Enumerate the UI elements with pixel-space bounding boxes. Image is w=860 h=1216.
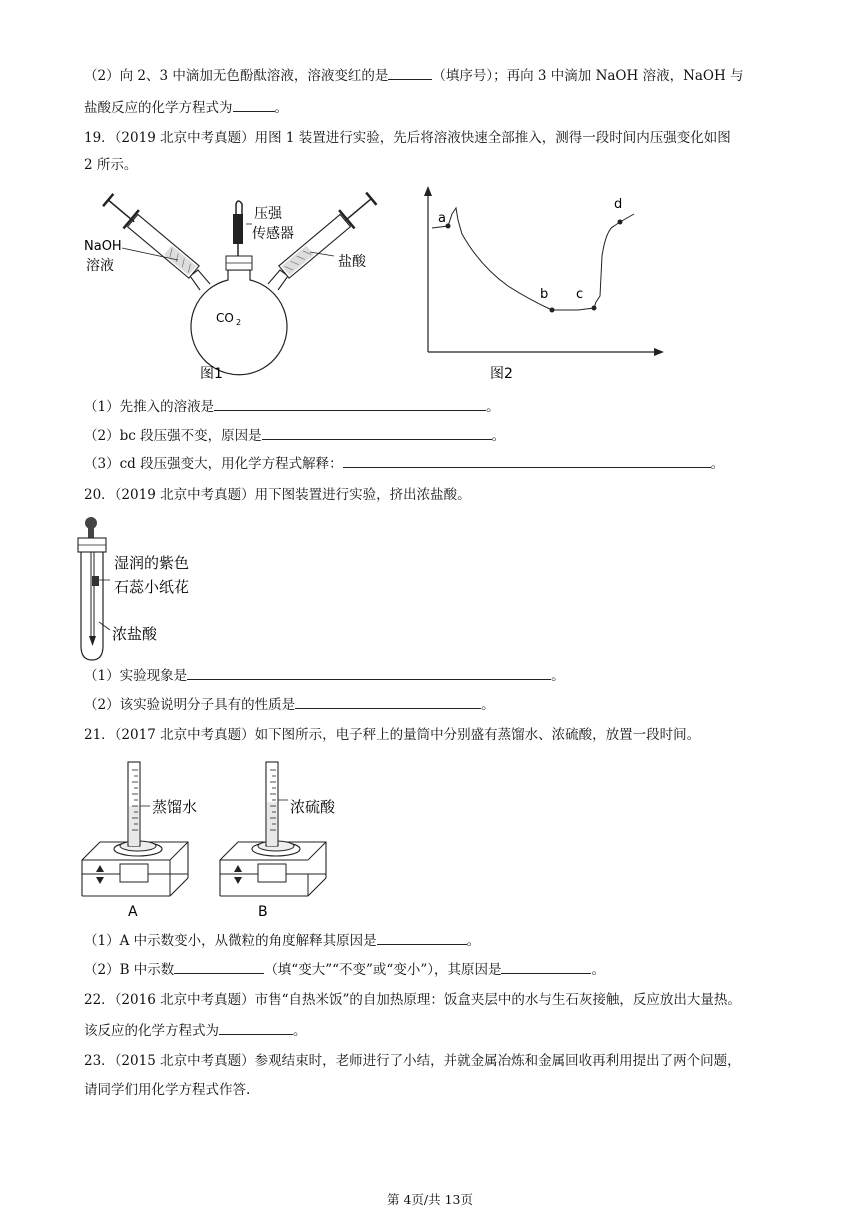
q21-part1 bbox=[84, 930, 480, 951]
answer-blank[interactable] bbox=[187, 665, 551, 680]
q19-figure-1 bbox=[82, 186, 402, 386]
answer-blank[interactable] bbox=[214, 396, 486, 411]
point-a-label: a bbox=[438, 211, 446, 226]
q20-figure bbox=[70, 512, 230, 664]
q21-part2-end: 。 bbox=[591, 962, 605, 978]
q21-part1-text: （1）A 中示数变小，从微粒的角度解释其原因是 bbox=[84, 933, 377, 949]
q18-part2-text-a: （2）向 2、3 中滴加无色酚酞溶液，溶液变红的是 bbox=[84, 68, 389, 84]
co2-subscript: 2 bbox=[236, 318, 242, 327]
answer-blank[interactable] bbox=[377, 930, 467, 945]
q18-part2-line2 bbox=[84, 97, 288, 118]
q19-part1-text: （1）先推入的溶液是 bbox=[84, 399, 215, 415]
q22-line1: 22．（2016 北京中考真题）市售“自热米饭”的自加热原理：饭盒夹层中的水与生石灰接触，反应放出大量热。 bbox=[84, 992, 741, 1008]
naoh-label: NaOH bbox=[84, 239, 122, 254]
q23-line1: 23．（2015 北京中考真题）参观结束时，老师进行了小结，并就金属冶炼和金属回收再利用提出了两个问题， bbox=[84, 1053, 741, 1069]
q21-part2-text-b: （填“变大”“不变”或“变小”），其原因是 bbox=[264, 962, 502, 978]
q23-line2: 请同学们用化学方程式作答. bbox=[84, 1082, 251, 1098]
q20-part1 bbox=[84, 665, 565, 686]
q19-part1-end: 。 bbox=[486, 399, 500, 415]
q20-stem: 20．（2019 北京中考真题）用下图装置进行实验，挤出浓盐酸。 bbox=[84, 487, 471, 503]
answer-blank[interactable] bbox=[295, 694, 481, 709]
scale-b-label: B bbox=[258, 904, 268, 920]
answer-blank[interactable] bbox=[343, 453, 711, 468]
q19-part1 bbox=[84, 396, 500, 417]
solution-label: 溶液 bbox=[86, 258, 114, 274]
y-axis-arrow-icon bbox=[424, 186, 432, 196]
q19-part2 bbox=[84, 425, 505, 446]
scale-a-label: A bbox=[128, 904, 138, 920]
q18-part2-line1 bbox=[84, 65, 744, 86]
q19-part3 bbox=[84, 453, 724, 474]
point-b-marker bbox=[550, 308, 555, 313]
point-c-label: c bbox=[576, 287, 584, 302]
scale-a bbox=[82, 762, 197, 920]
q20-part1-text: （1）实验现象是 bbox=[84, 668, 188, 684]
q21-figure bbox=[80, 756, 380, 922]
q20-part2-text: （2）该实验说明分子具有的性质是 bbox=[84, 697, 296, 713]
q19-part2-end: 。 bbox=[491, 428, 506, 444]
q22-line2 bbox=[84, 1020, 307, 1041]
q18-part2-text-c: 盐酸反应的化学方程式为 bbox=[84, 100, 233, 116]
q19-part3-end: 。 bbox=[710, 456, 725, 472]
pressure-curve bbox=[432, 208, 634, 310]
water-label: 蒸馏水 bbox=[152, 798, 198, 816]
sensor-label-1: 压强 bbox=[254, 206, 282, 222]
answer-blank[interactable] bbox=[501, 959, 591, 974]
q18-part2-end: 。 bbox=[274, 100, 288, 116]
q19-part2-text: （2）bc 段压强不变，原因是 bbox=[84, 428, 262, 444]
q19-stem-line2: 2 所示。 bbox=[84, 157, 138, 173]
hcl-label: 盐酸 bbox=[338, 254, 366, 270]
figure-2-caption: 图2 bbox=[490, 366, 513, 382]
point-a-marker bbox=[446, 224, 451, 229]
sensor-label-2: 传感器 bbox=[252, 226, 294, 242]
answer-blank[interactable] bbox=[174, 959, 264, 974]
acid-label: 浓硫酸 bbox=[290, 798, 336, 816]
flower-label-1: 湿润的紫色 bbox=[114, 554, 190, 572]
q22-end: 。 bbox=[293, 1023, 307, 1039]
q19-figure-2 bbox=[418, 186, 668, 386]
q21-part1-end: 。 bbox=[466, 933, 481, 949]
q19-part3-text: （3）cd 段压强变大，用化学方程式解释： bbox=[84, 456, 343, 472]
point-d-label: d bbox=[614, 197, 623, 212]
page-number: 第 4页/共 13页 bbox=[386, 1192, 474, 1207]
answer-blank[interactable] bbox=[219, 1020, 293, 1035]
q20-part2 bbox=[84, 694, 495, 715]
point-b-label: b bbox=[540, 287, 549, 302]
q21-part2-text-a: （2）B 中示数 bbox=[84, 962, 175, 978]
acid-label: 浓盐酸 bbox=[112, 625, 158, 643]
q21-stem: 21．（2017 北京中考真题）如下图所示，电子秤上的量筒中分别盛有蒸馏水、浓硫酸，放置一段时间。 bbox=[84, 727, 701, 743]
flower-label-2: 石蕊小纸花 bbox=[114, 578, 190, 596]
point-c-marker bbox=[592, 306, 597, 311]
point-d-marker bbox=[618, 220, 623, 225]
answer-blank[interactable] bbox=[233, 97, 275, 112]
x-axis-arrow-icon bbox=[654, 348, 664, 356]
q20-part1-end: 。 bbox=[551, 668, 565, 684]
scale-b bbox=[220, 762, 336, 920]
figure-1-caption: 图1 bbox=[200, 366, 223, 382]
answer-blank[interactable] bbox=[388, 65, 432, 80]
q22-line2-text: 该反应的化学方程式为 bbox=[84, 1023, 219, 1039]
answer-blank[interactable] bbox=[262, 425, 492, 440]
q21-part2 bbox=[84, 959, 605, 980]
q19-stem-line1: 19．（2019 北京中考真题）用图 1 装置进行实验，先后将溶液快速全部推入，测得一段时间内压强变化如图 bbox=[84, 130, 731, 146]
q18-part2-text-b: （填序号）；再向 3 中滴加 NaOH 溶液，NaOH 与 bbox=[432, 68, 744, 84]
co2-label: CO bbox=[216, 311, 234, 325]
q20-part2-end: 。 bbox=[481, 697, 495, 713]
